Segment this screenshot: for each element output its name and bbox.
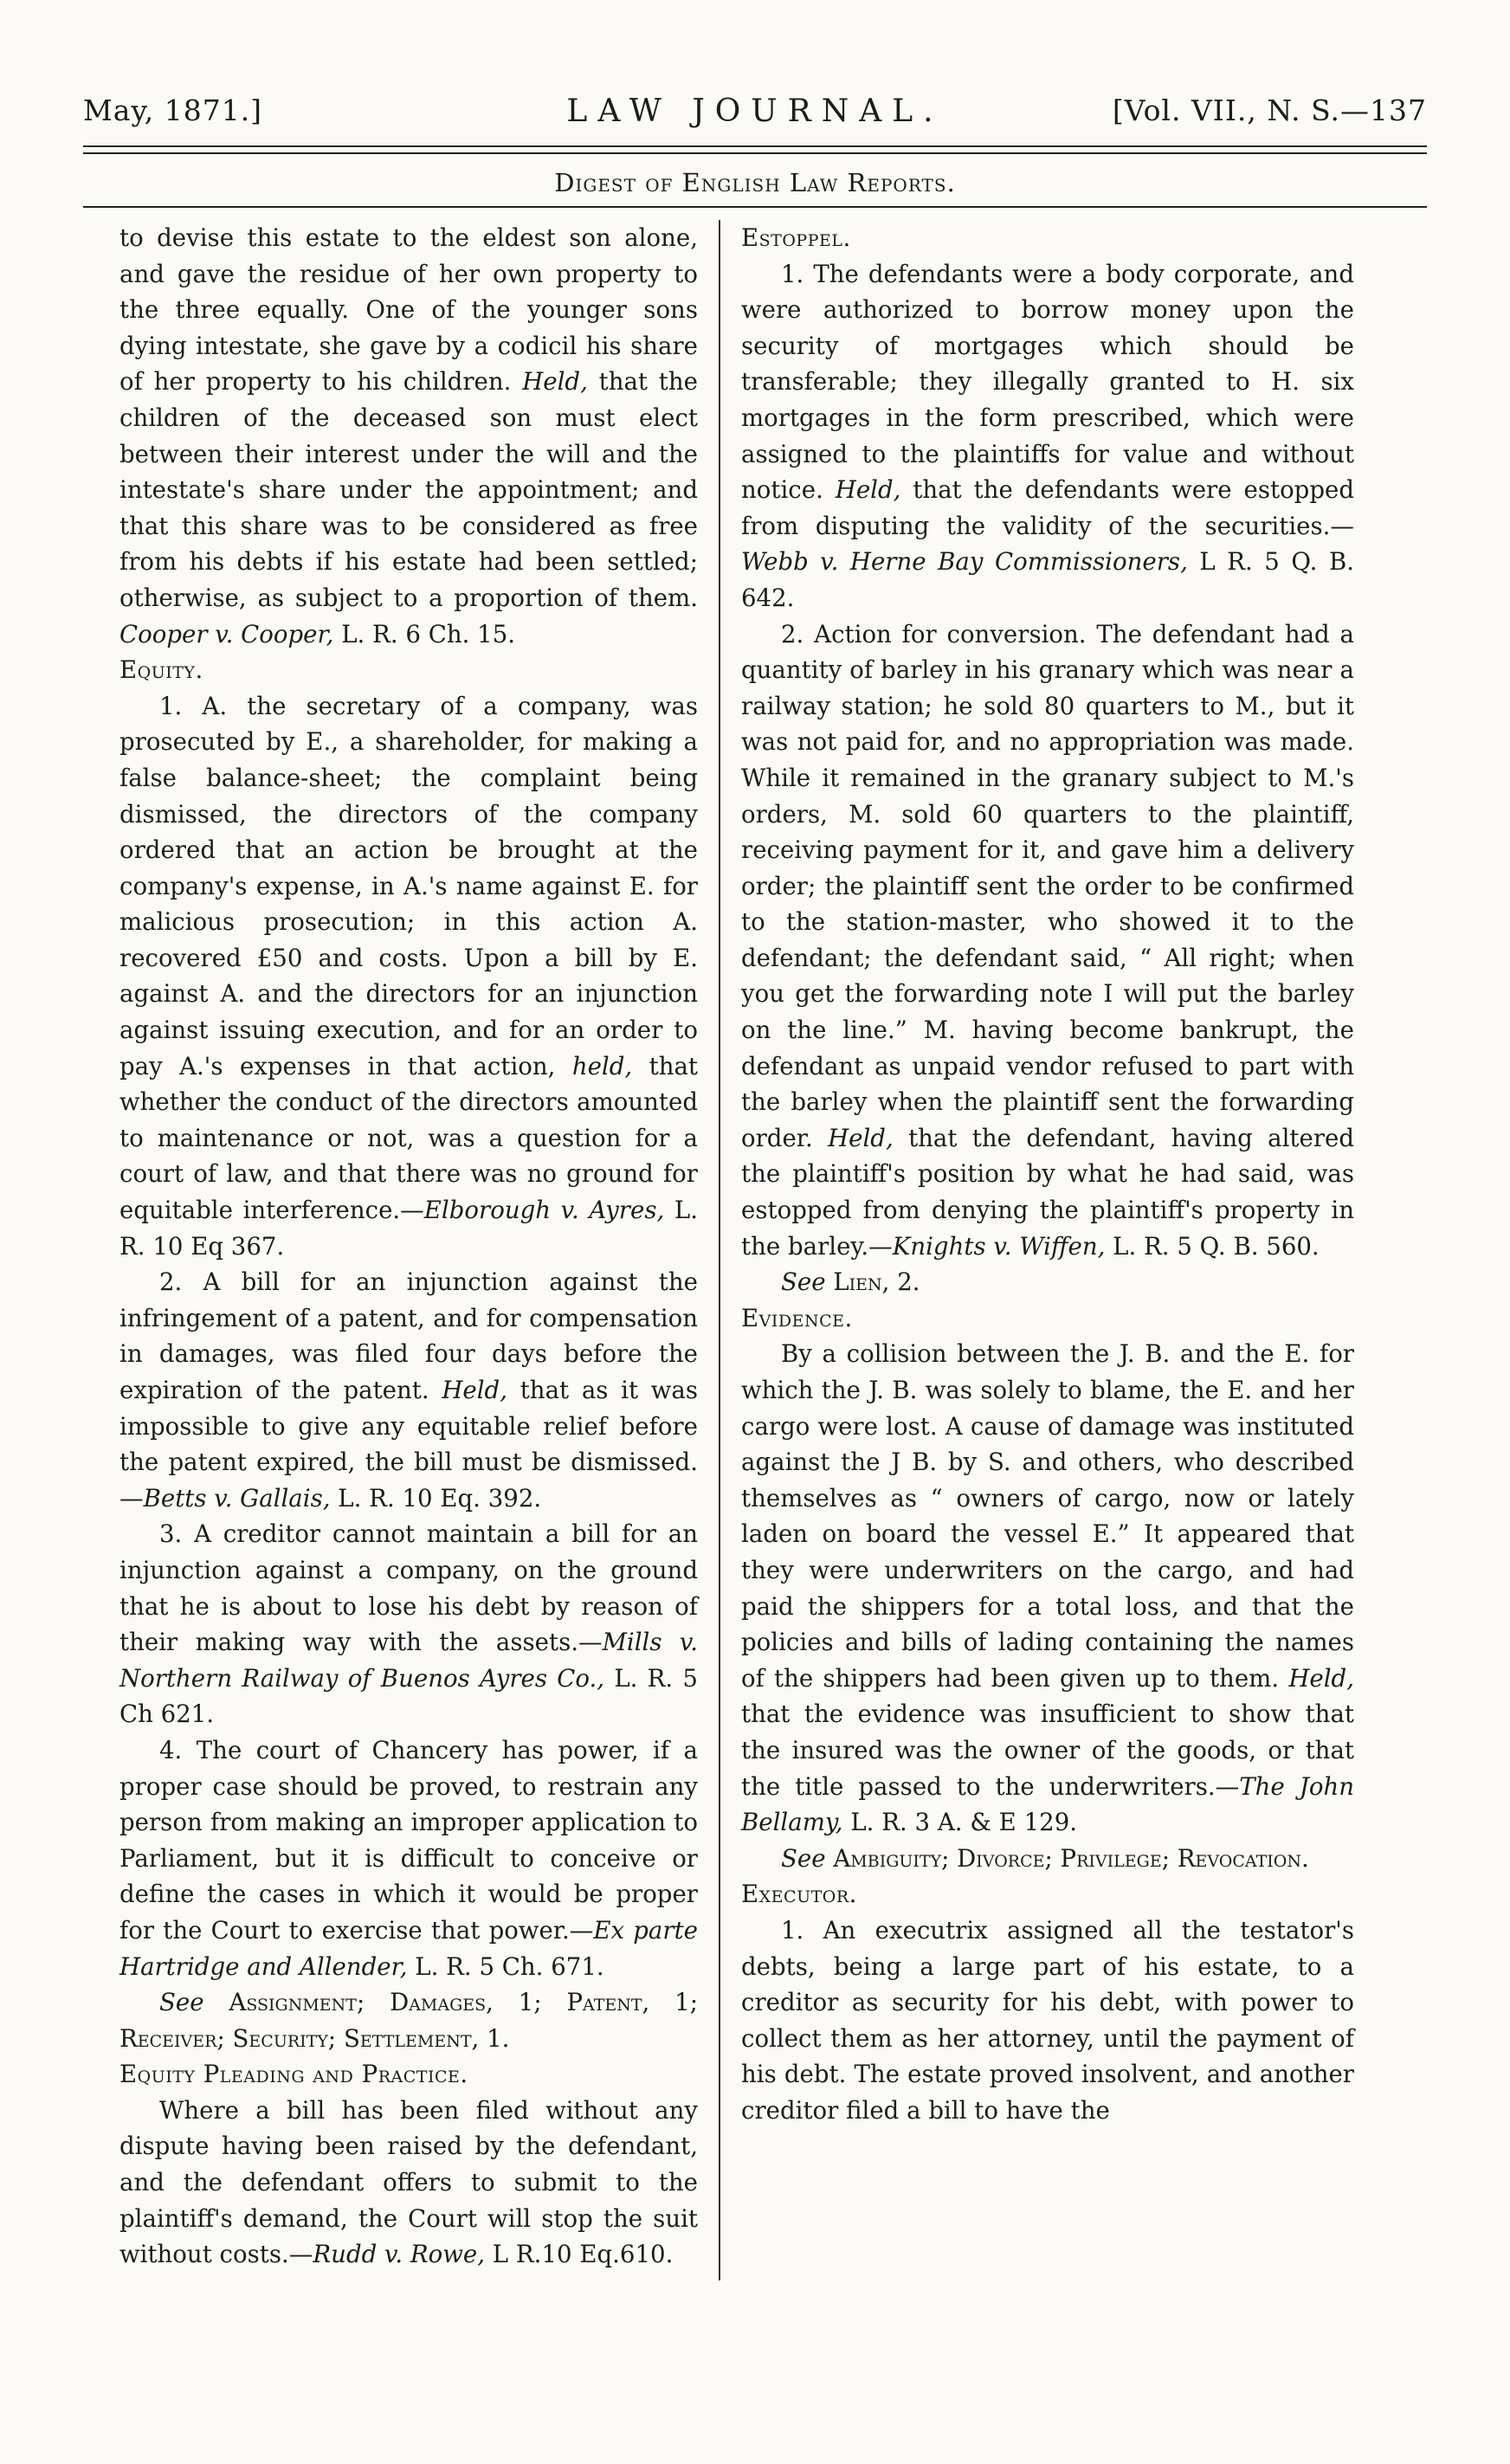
issue-date: May, 1871.] bbox=[83, 94, 263, 127]
heading-evidence: Evidence. bbox=[741, 1303, 853, 1332]
header-rule bbox=[83, 206, 1427, 208]
journal-title: LAW JOURNAL. bbox=[566, 94, 944, 129]
right-column bbox=[741, 220, 1354, 2128]
equity-entry-1: 1. A. the secretary of a company, was prosecuted by E., a shareholder, for making a false balance-sheet; the complaint being dismissed, the directors of the company ordered that an action be brought at the company's expense, in A.'s name against E. for malicious prosecution; in this action A. recovered £50 and costs. Upon a bill by E. against A. and the directors for an injunction against issuing execution, and for an order to pay A.'s expenses in that action, held, that whether the conduct of the directors amounted to maintenance or not, was a question for a court of law, and that there was no ground for equitable interference.—Elborough v. Ayres, L. R. 10 Eq 367. bbox=[119, 691, 699, 1261]
heading-estoppel: Estoppel. bbox=[741, 223, 851, 252]
left-column bbox=[119, 220, 698, 2273]
equity-entry-4: 4. The court of Chancery has power, if a proper case should be proved, to restrain any person from making an improper application to Parliament, but it is difficult to conceive or define the cases in which it would be proper for the Court to exercise that power.—Ex parte Hartridge and Allender, L. R. 5 Ch. 671. bbox=[119, 1735, 698, 1981]
heading-executor: Executor. bbox=[741, 1880, 857, 1909]
pleading-entry: Where a bill has been filed without any dispute having been raised by the defendant, and the defendant offers to submit to the plaintiff's demand, the Court will stop the suit without costs.—Rudd v. Rowe, L R.10 Eq.610. bbox=[119, 2095, 698, 2269]
equity-entry-3: 3. A creditor cannot maintain a bill for an injunction against a company, on the ground that he is about to lose his debt by reason of their making way with the assets.—Mills v. Northern Railway of Buenos Ayres Co., L. R. 5 Ch 621. bbox=[119, 1519, 699, 1729]
estoppel-entry-1: 1. The defendants were a body corporate, and were authorized to borrow money upon the security of mortgages which should be transferable; they illegally granted to H. six mortgages in the form prescribed, which were assigned to the plaintiffs for value and without notice. Held, that the defendants were estopped from disputing the validity of the securities.—Webb v. Herne Bay Commissioners, L R. 5 Q. B. 642. bbox=[741, 259, 1354, 612]
executor-entry-1: 1. An executrix assigned all the testator's debts, being a large part of his estate, to a creditor as security for his debt, with power to collect them as her attorney, until the payment of his debt. The estate proved insolvent, and another creditor filed a bill to have the bbox=[741, 1915, 1354, 2125]
equity-cross-reference: See Assignment; Damages, 1; Patent, 1; Receiver; Security; Settlement, 1. bbox=[119, 1988, 698, 2053]
estoppel-cross-reference: See Lien, 2. bbox=[781, 1267, 920, 1297]
evidence-cross-reference: See Ambiguity; Divorce; Privilege; Revocation. bbox=[781, 1843, 1309, 1873]
header-double-rule bbox=[83, 145, 1427, 154]
estoppel-entry-2: 2. Action for conversion. The defendant had a quantity of barley in his granary which was near a railway station; he sold 80 quarters to M., but it was not paid for, and no appropriation was made. While it remained in the granary subject to M.'s orders, M. sold 60 quarters to the plaintiff, receiving payment for it, and gave him a delivery order; the plaintiff sent the order to be confirmed to the station-master, who showed it to the defendant; the defendant said, “ All right; when you get the forwarding note I will put the barley on the line.” M. having become bankrupt, the defendant as unpaid vendor refused to part with the barley when the plaintiff sent the forwarding order. Held, that the defendant, having altered the plaintiff's position by what he had said, was estopped from denying the plaintiff's property in the barley.—Knights v. Wiffen, L. R. 5 Q. B. 560. bbox=[741, 619, 1355, 1261]
heading-equity-pleading: Equity Pleading and Practice. bbox=[119, 2060, 468, 2089]
continued-paragraph: to devise this estate to the eldest son alone, and gave the residue of her own property to the three equally. One of the younger sons dying intestate, she gave by a codicil his share of her property to his children. Held, that the children of the deceased son must elect between their interest under the will and the intestate's share under the appointment; and that this share was to be considered as free from his debts if his estate had been settled; otherwise, as subject to a proportion of them. Cooper v. Cooper, L. R. 6 Ch. 15. bbox=[119, 223, 698, 648]
column-divider bbox=[719, 220, 720, 2280]
evidence-entry: By a collision between the J. B. and the E. for which the J. B. was solely to blame, the E. and her cargo were lost. A cause of damage was instituted against the J B. by S. and others, who described themselves as “ owners of cargo, now or lately laden on board the vessel E.” It appeared that they were underwriters on the cargo, and had paid the shippers for a total loss, and that the policies and bills of lading containing the names of the shippers had been given up to them. Held, that the evidence was insufficient to show that the insured was the owner of the goods, or that the title passed to the underwriters.—The John Bellamy, L. R. 3 A. & E 129. bbox=[741, 1339, 1354, 1837]
equity-entry-2: 2. A bill for an injunction against the infringement of a patent, and for compensation in damages, was filed four days before the expiration of the patent. Held, that as it was impossible to give any equitable relief before the patent expired, the bill must be dismissed. —Betts v. Gallais, L. R. 10 Eq. 392. bbox=[119, 1267, 698, 1513]
heading-equity: Equity. bbox=[119, 655, 203, 685]
section-title: Digest of English Law Reports. bbox=[554, 168, 956, 197]
volume-page: [Vol. VII., N. S.—137 bbox=[1112, 94, 1427, 127]
running-head bbox=[83, 94, 1427, 140]
